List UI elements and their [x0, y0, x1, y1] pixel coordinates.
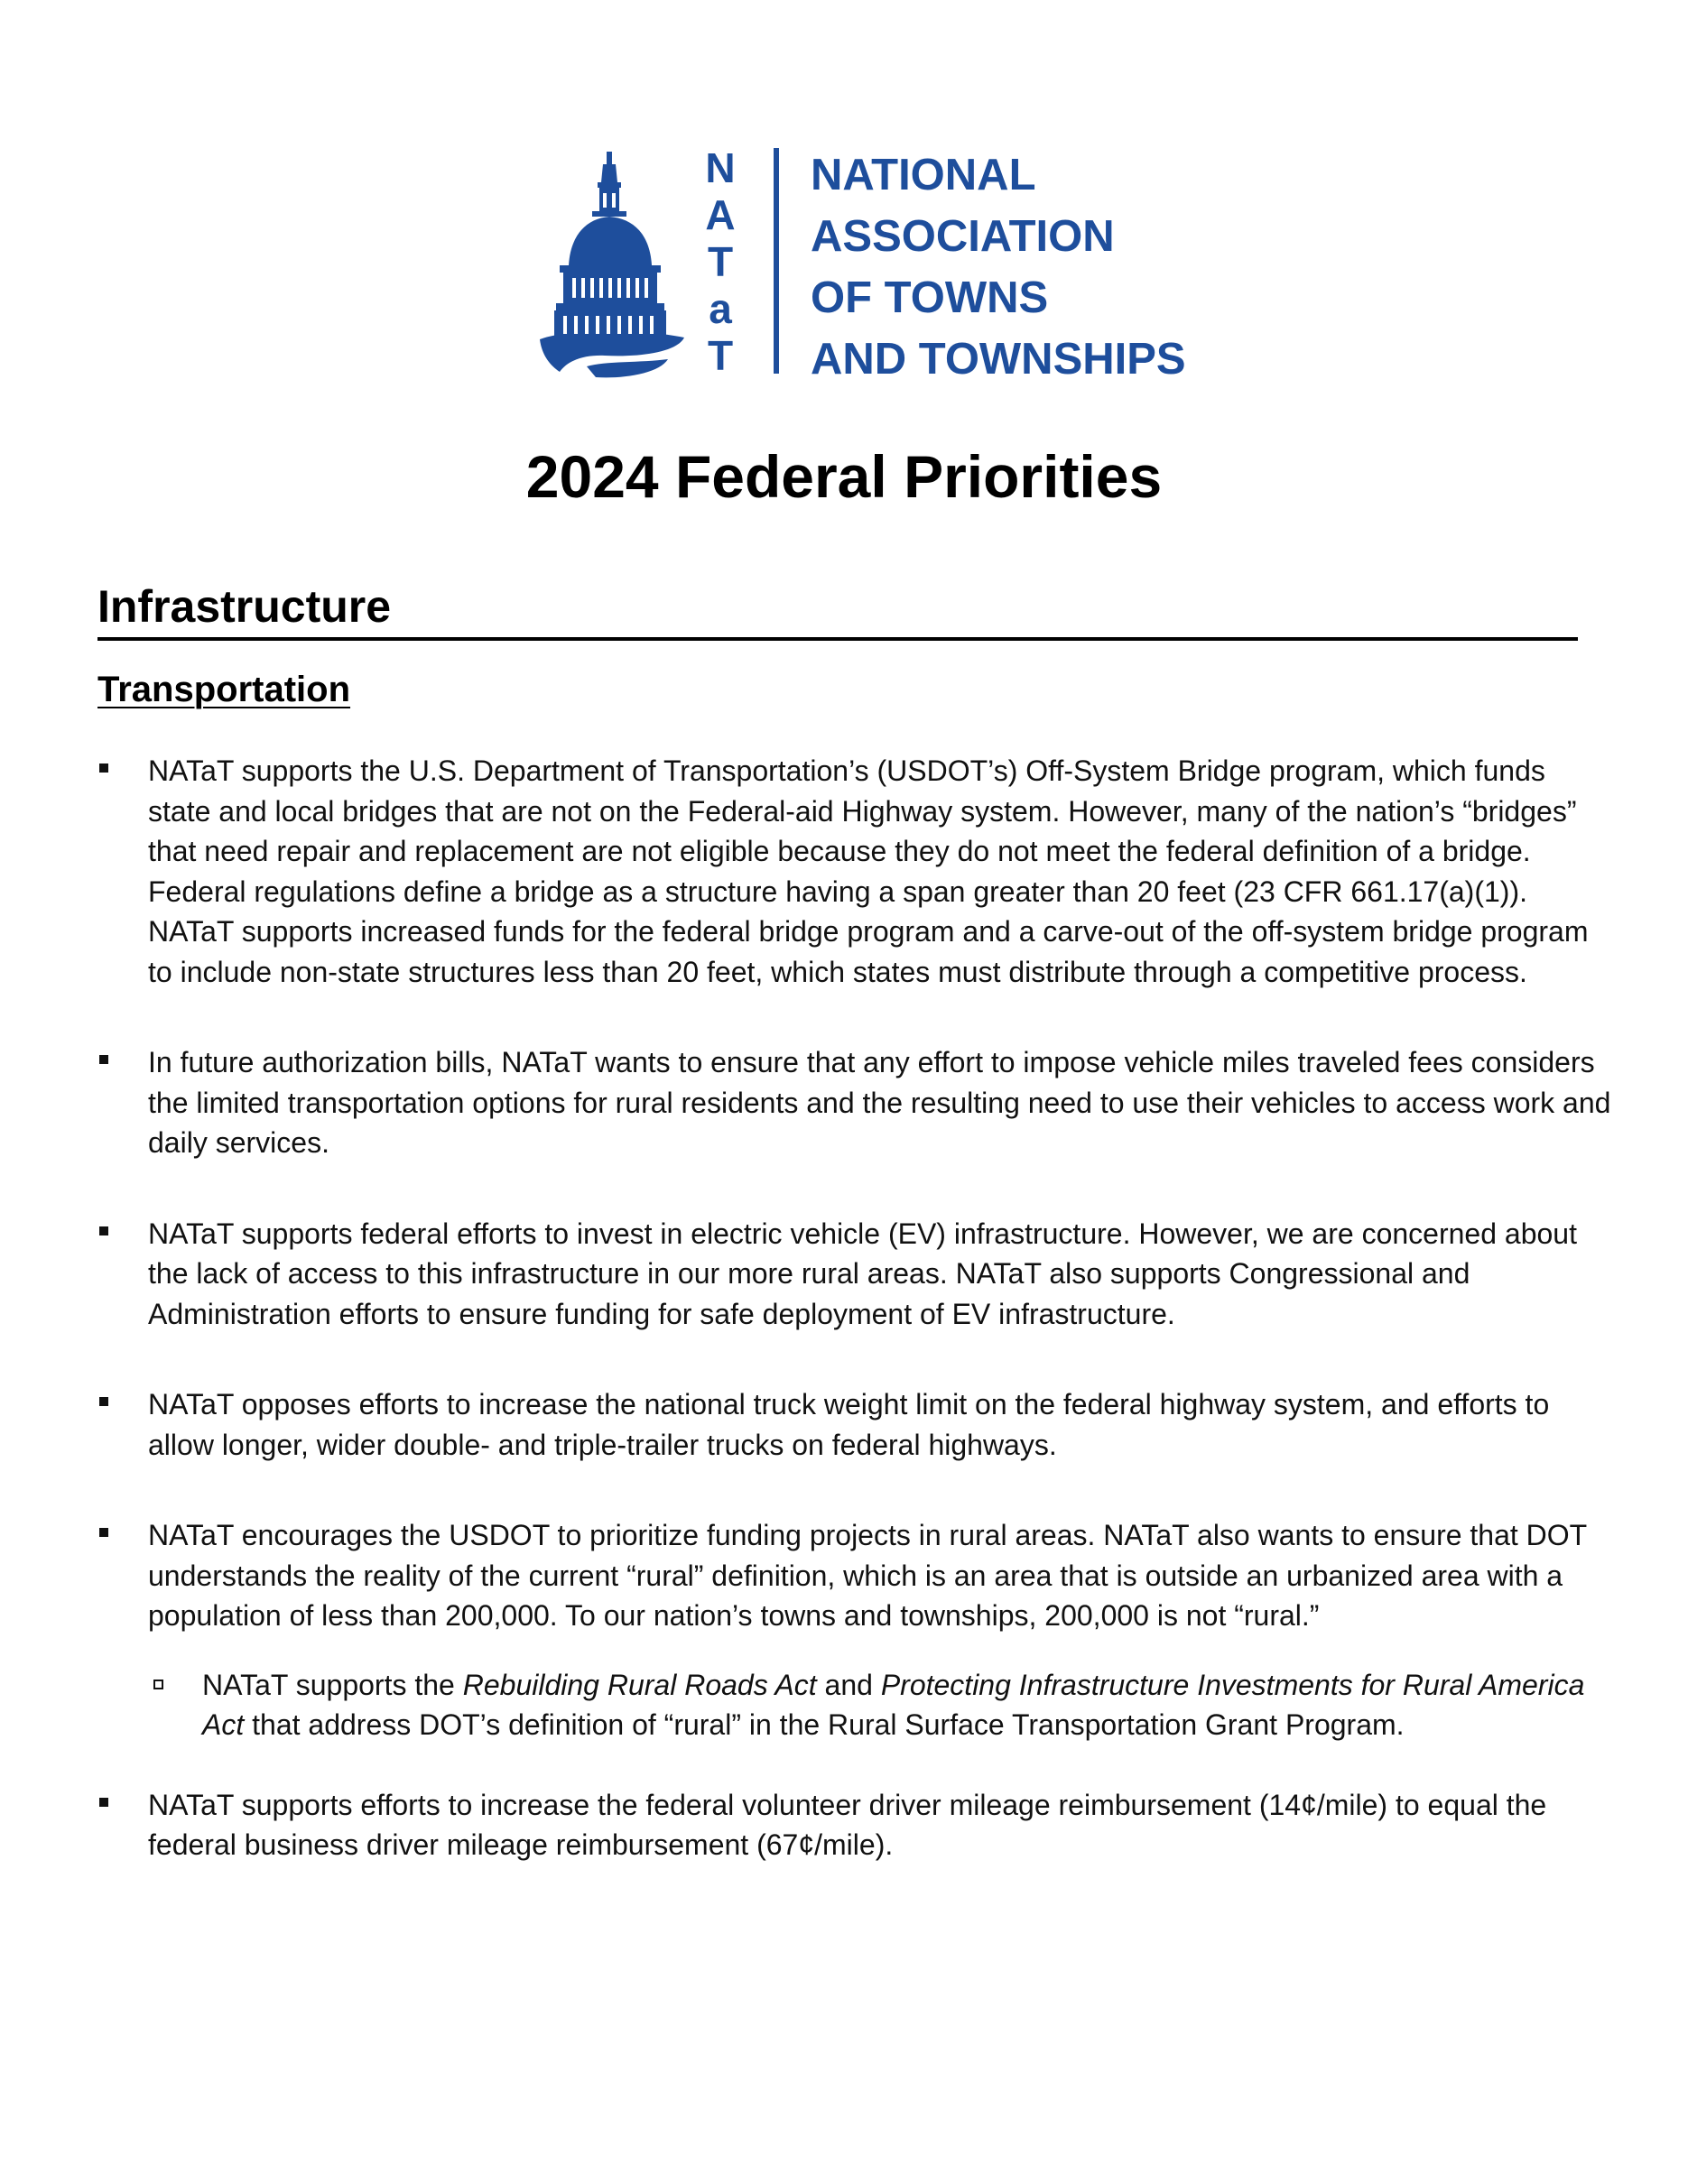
section-heading: Infrastructure: [97, 578, 1578, 641]
bullet-marker: [99, 1798, 108, 1807]
sub-bullet-text-part: and: [816, 1668, 881, 1701]
bullet-text: NATaT supports efforts to increase the federal volunteer driver mileage reimbursement (14¢/mile) to equal the federal business driver mileage reimbursement (67¢/mile).: [148, 1788, 1547, 1861]
bullet-marker: [99, 1397, 108, 1406]
list-item: [97, 1384, 1614, 1465]
bullet-marker: [99, 1055, 108, 1064]
list-item: [97, 1214, 1614, 1335]
bill-name: Protecting Infrastructure Investments for Rural America Act: [202, 1668, 1585, 1741]
sub-bullet-text-part: NATaT supports the: [202, 1668, 463, 1701]
list-item: [97, 1515, 1614, 1636]
list-item: [97, 751, 1614, 992]
logo-divider: [774, 148, 779, 374]
logo-name-line: AND TOWNSHIPS: [811, 335, 1186, 384]
bullet-text: NATaT supports federal efforts to invest in electric vehicle (EV) infrastructure. However, we are concerned about the lack of access to this infrastructure in our more rural areas. NATaT also supports Congressional and Administration efforts to ensure funding for safe deployment of EV infrastructure.: [148, 1217, 1577, 1330]
logo-letter: T: [707, 332, 734, 379]
logo-name-line: OF TOWNS: [811, 273, 1049, 322]
capitol-dome-icon: [533, 152, 691, 382]
sub-bullet-marker: [153, 1680, 163, 1689]
bullet-text: NATaT supports the U.S. Department of Transportation’s (USDOT’s) Off-System Bridge program, which funds state and local bridges that are not on the Federal-aid Highway system. However, many of the nation’s “bridges” that need repair and replacement are not eligible because they do not meet the federal definition of a bridge. Federal regulations define a bridge as a structure having a span greater than 20 feet (23 CFR 661.17(a)(1)). NATaT supports increased funds for the federal bridge program and a carve-out of the off-system bridge program to include non-state structures less than 20 feet, which states must distribute through a competitive process.: [148, 754, 1589, 988]
logo-name-line: ASSOCIATION: [811, 212, 1115, 261]
logo-letter: N: [705, 144, 736, 191]
list-item: [97, 1042, 1614, 1163]
bullet-text: NATaT opposes efforts to increase the national truck weight limit on the federal highway system, and efforts to allow longer, wider double- and triple-trailer trucks on federal highways.: [148, 1388, 1550, 1461]
page-title: 2024 Federal Priorities: [525, 443, 1163, 510]
list-item: [97, 1785, 1614, 1865]
logo-name-line: NATIONAL: [811, 151, 1036, 199]
bullet-marker: [99, 1528, 108, 1537]
bill-name: Rebuilding Rural Roads Act: [462, 1668, 817, 1701]
bullet-marker: [99, 1226, 108, 1235]
sub-list-item: [152, 1665, 1614, 1745]
logo-letter: T: [707, 238, 734, 285]
bullet-text: In future authorization bills, NATaT wants to ensure that any effort to impose vehicle miles traveled fees considers the limited transportation options for rural residents and the resulting need to use their vehicles to access work and daily services.: [148, 1046, 1611, 1159]
logo-organization-name: [811, 144, 1186, 390]
logo-letter: a: [709, 285, 732, 332]
bullet-marker: [99, 763, 108, 773]
sub-bullet-text-part: that address DOT’s definition of “rural” in the Rural Surface Transportation Grant Program.: [244, 1708, 1405, 1741]
logo-letter: A: [705, 191, 736, 238]
bullet-text: NATaT encourages the USDOT to prioritize funding projects in rural areas. NATaT also wants to ensure that DOT understands the reality of the current “rural” definition, which is an area that is outside an urbanized area with a population of less than 200,000. To our nation’s towns and townships, 200,000 is not “rural.”: [148, 1519, 1587, 1632]
priority-list: [97, 751, 1614, 1916]
logo-acronym-stack: [702, 144, 738, 379]
subsection-heading: Transportation: [97, 670, 351, 709]
natat-logo: [533, 144, 1219, 388]
sub-bullet-text: [202, 1669, 1584, 1742]
